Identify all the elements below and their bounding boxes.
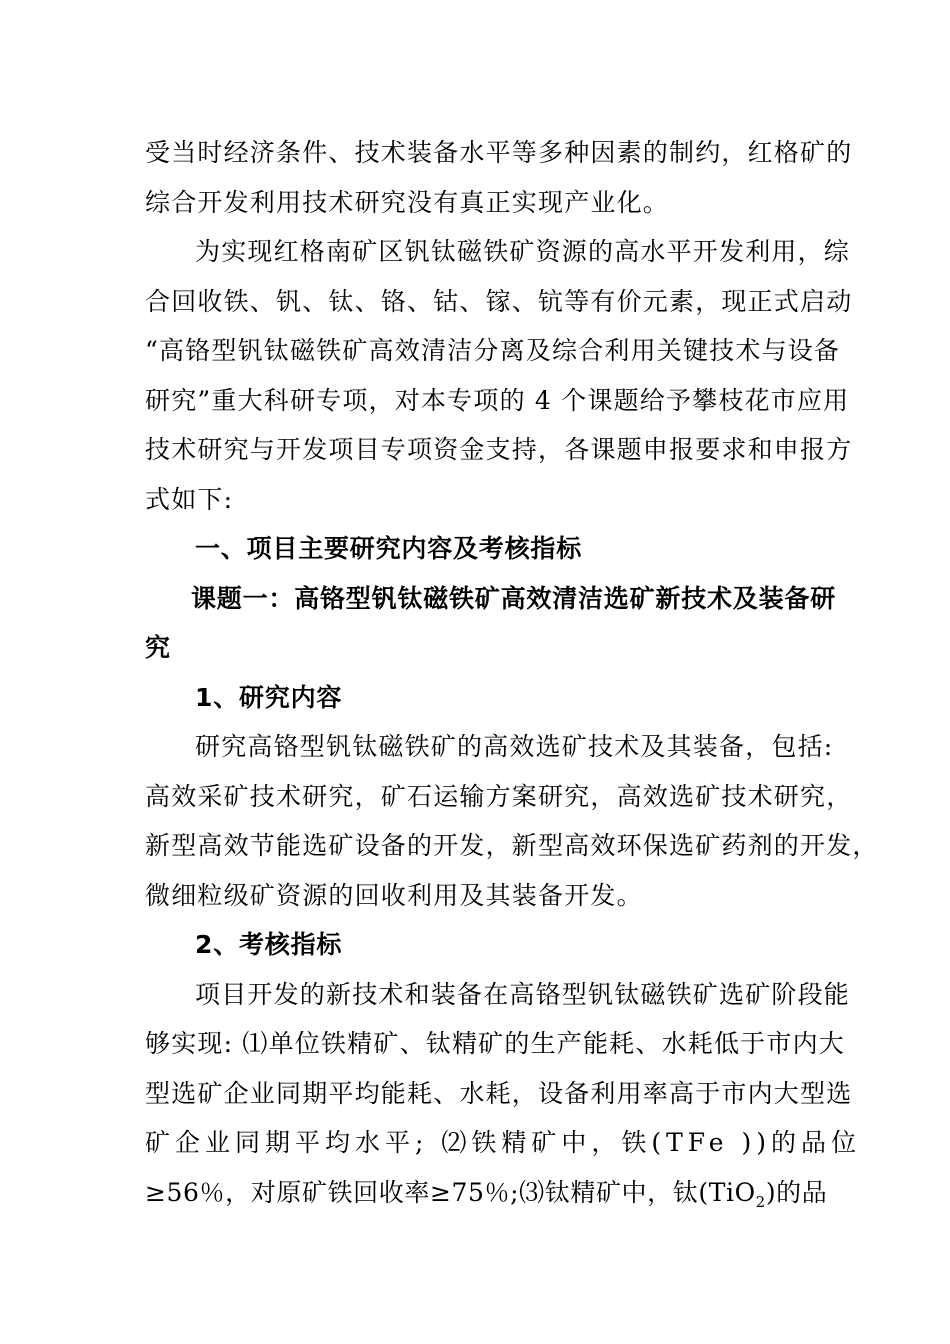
paragraph-line: 技术研究与开发项目专项资金支持，各课题申报要求和申报方 [145,435,853,464]
text-segment: ≥56％，对原矿铁回收率≥75％;⑶钛精矿中，钛(TiO [145,1177,756,1207]
subsection-heading: 1、研究内容 [195,682,343,712]
paragraph-line: 新型高效节能选矿设备的开发，新型高效环保选矿药剂的开发， [145,831,879,860]
section-heading: 一、项目主要研究内容及考核指标 [195,534,583,563]
paragraph-line: 高效采矿技术研究，矿石运输方案研究，高效选矿技术研究， [145,781,853,811]
paragraph-line [145,1168,835,1218]
paragraph-line: 受当时经济条件、技术装备水平等多种因素的制约，红格矿的 [145,138,853,167]
document-page [145,128,879,1217]
text-segment: )的品 [765,1177,828,1207]
paragraph-line: 式如下: [145,484,234,514]
paragraph-line: 项目开发的新技术和装备在高铬型钒钛磁铁矿选矿阶段能 [195,979,851,1009]
subsection-heading: 2、考核指标 [195,930,343,959]
topic-heading-continuation: 究 [145,633,171,662]
paragraph-line: 型选矿企业同期平均能耗、水耗，设备利用率高于市内大型选 [145,1078,853,1108]
paragraph-line: 为实现红格南矿区钒钛磁铁矿资源的高水平开发利用，综 [195,237,851,266]
paragraph-line: 综合开发利用技术研究没有真正实现产业化。 [145,187,670,217]
topic-heading: 课题一：高铬型钒钛磁铁矿高效清洁选矿新技术及装备研 [191,583,837,613]
paragraph-line: 微细粒级矿资源的回收利用及其装备开发。 [145,880,643,910]
paragraph-line: “高铬型钒钛磁铁矿高效清洁分离及综合利用关键技术与设备 [145,336,841,365]
paragraph-line: 合回收铁、钒、钛、铬、钴、镓、钪等有价元素，现正式启动 [145,286,853,316]
paragraph-line: 研究”重大科研专项，对本专项的 4 个课题给予攀枝花市应用 [145,385,850,415]
paragraph-line: 研究高铬型钒钛磁铁矿的高效选矿技术及其装备，包括: [195,732,834,761]
paragraph-line: 矿企业同期平均水平; ⑵铁精矿中，铁(TFe ))的品位 [145,1128,862,1157]
paragraph-line: 够实现: ⑴单位铁精矿、钛精矿的生产能耗、水耗低于市内大 [145,1029,845,1058]
subscript: 2 [755,1192,766,1211]
